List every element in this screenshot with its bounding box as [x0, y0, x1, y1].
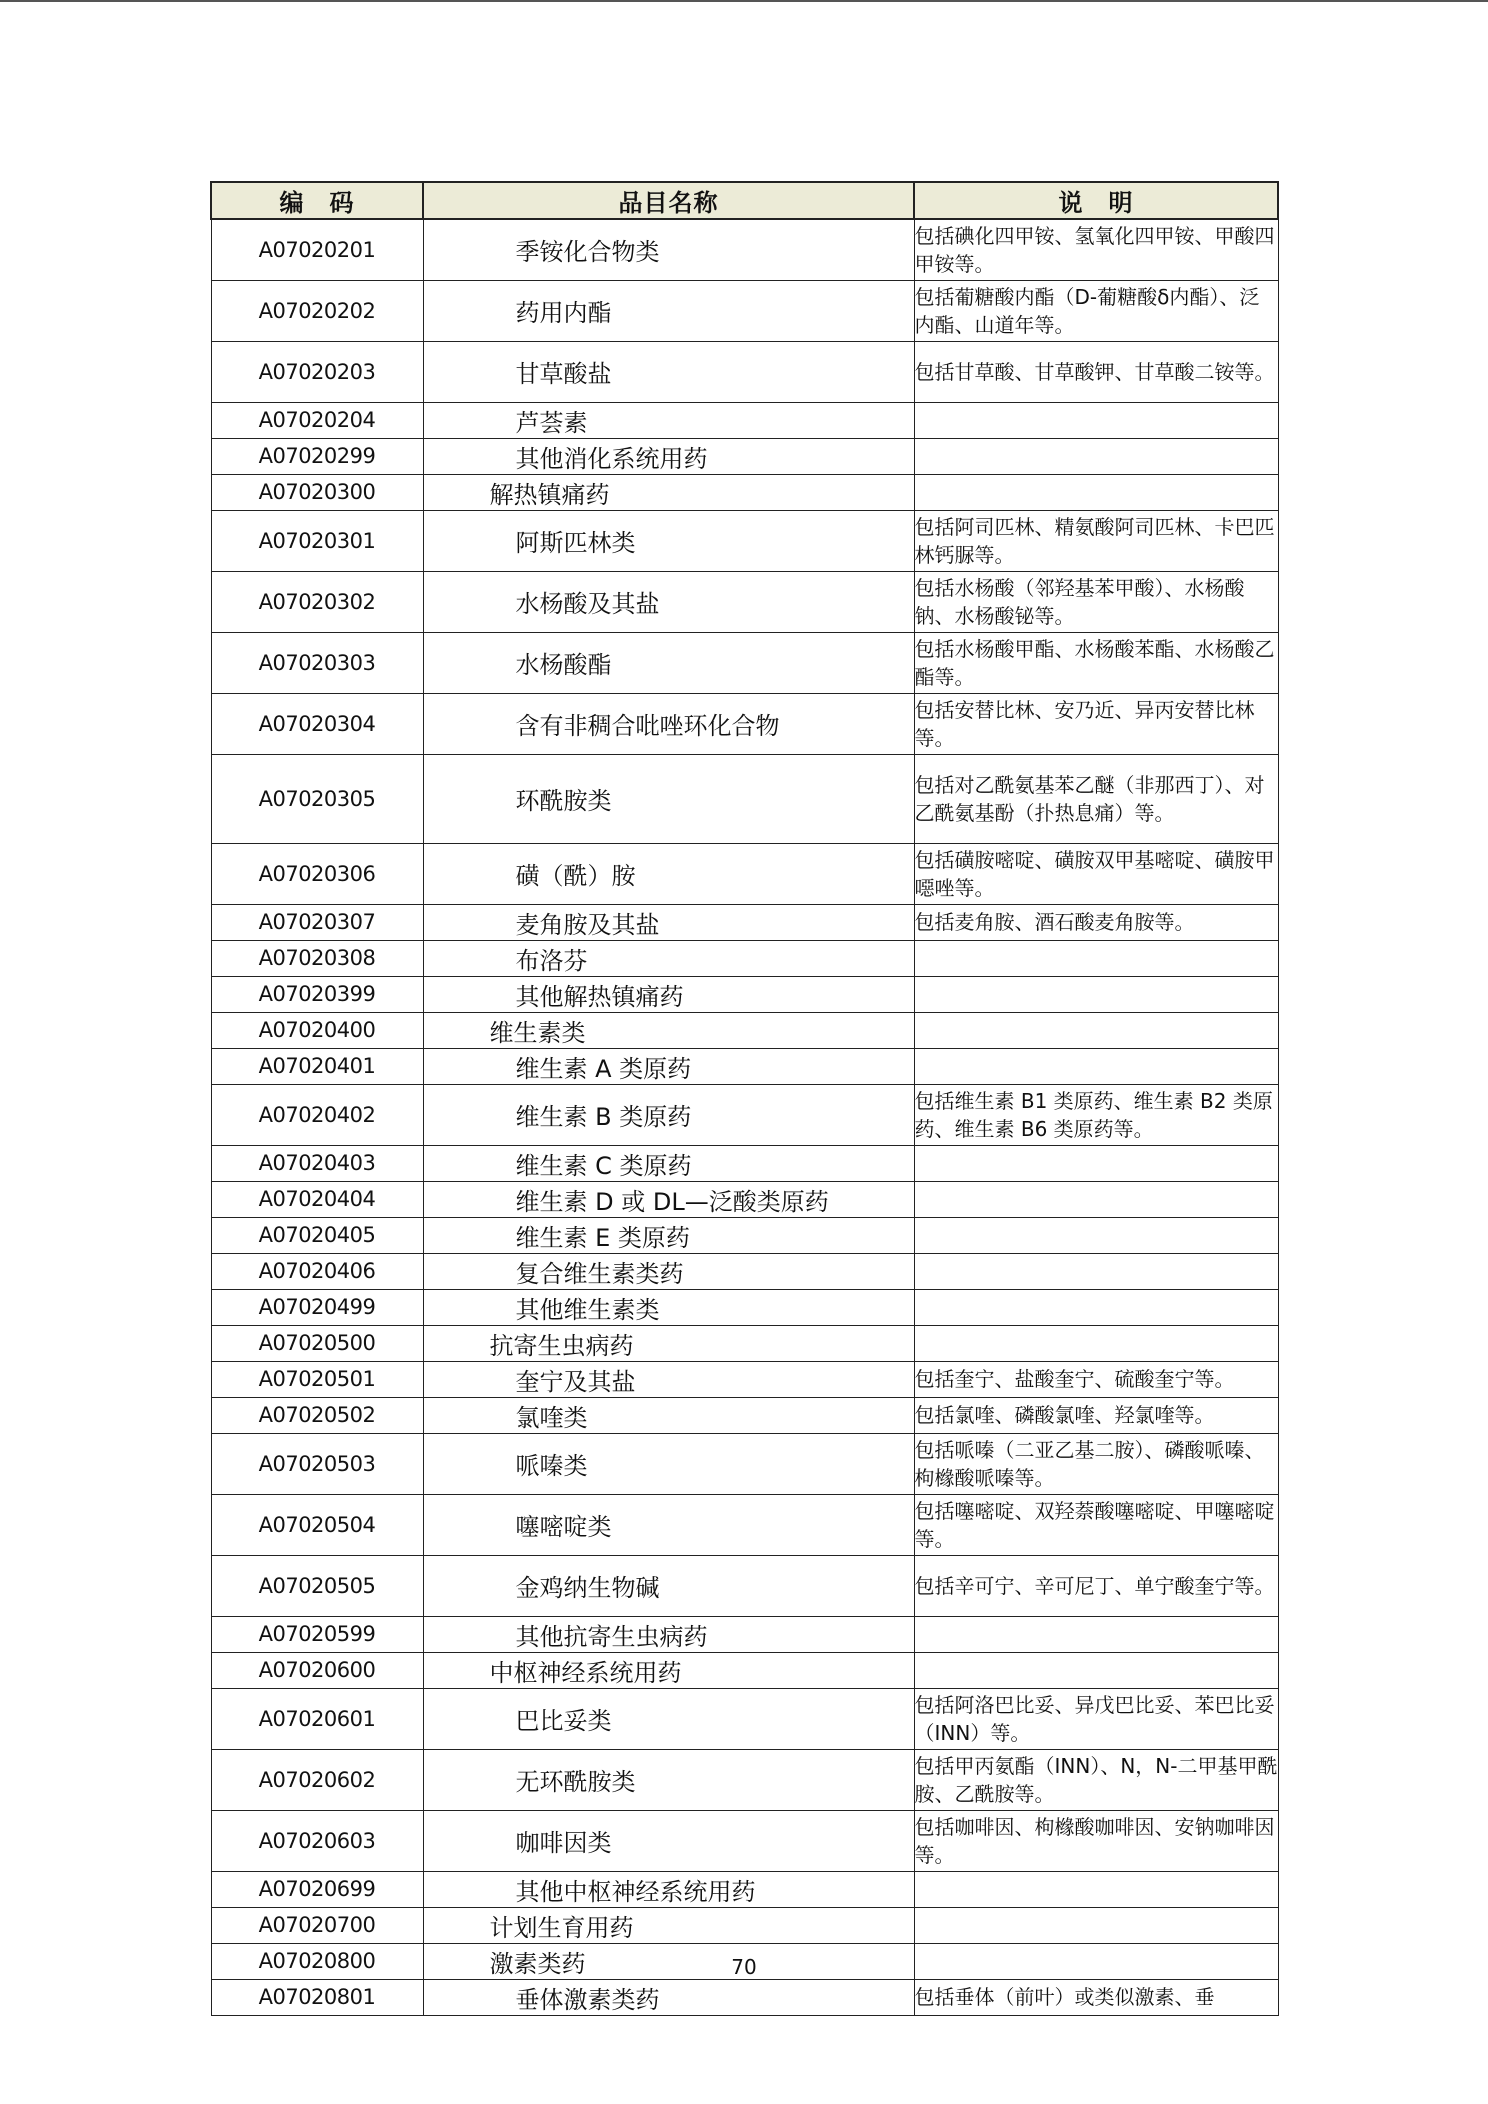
row-item-name: 维生素 D 或 DL—泛酸类原药 — [423, 1181, 914, 1217]
row-code: A07020406 — [211, 1253, 423, 1289]
row-code: A07020400 — [211, 1012, 423, 1048]
row-item-name: 巴比妥类 — [423, 1688, 914, 1749]
header-code: 编 码 — [211, 182, 423, 219]
row-code: A07020308 — [211, 940, 423, 976]
row-description: 包括辛可宁、辛可尼丁、单宁酸奎宁等。 — [914, 1555, 1278, 1616]
row-item-name: 维生素类 — [423, 1012, 914, 1048]
table-row — [211, 1494, 1278, 1555]
row-item-name: 复合维生素类药 — [423, 1253, 914, 1289]
table-row — [211, 1979, 1278, 2015]
catalog-table — [210, 181, 1279, 2016]
row-item-name: 解热镇痛药 — [423, 474, 914, 510]
row-code: A07020305 — [211, 754, 423, 843]
row-description: 包括咖啡因、枸橼酸咖啡因、安钠咖啡因等。 — [914, 1810, 1278, 1871]
row-description — [914, 1871, 1278, 1907]
row-item-name: 抗寄生虫病药 — [423, 1325, 914, 1361]
table-row — [211, 571, 1278, 632]
row-item-name: 维生素 B 类原药 — [423, 1084, 914, 1145]
row-code: A07020307 — [211, 904, 423, 940]
table-row — [211, 1397, 1278, 1433]
row-code: A07020301 — [211, 510, 423, 571]
row-description: 包括水杨酸甲酯、水杨酸苯酯、水杨酸乙酯等。 — [914, 632, 1278, 693]
row-item-name: 计划生育用药 — [423, 1907, 914, 1943]
row-item-name: 噻嘧啶类 — [423, 1494, 914, 1555]
row-item-name: 维生素 A 类原药 — [423, 1048, 914, 1084]
row-item-name: 奎宁及其盐 — [423, 1361, 914, 1397]
row-description — [914, 976, 1278, 1012]
row-item-name: 芦荟素 — [423, 402, 914, 438]
row-item-name: 其他维生素类 — [423, 1289, 914, 1325]
row-description — [914, 1616, 1278, 1652]
row-description: 包括碘化四甲铵、氢氧化四甲铵、甲酸四甲铵等。 — [914, 219, 1278, 280]
row-description: 包括奎宁、盐酸奎宁、硫酸奎宁等。 — [914, 1361, 1278, 1397]
row-description — [914, 940, 1278, 976]
row-description — [914, 1253, 1278, 1289]
table-row — [211, 219, 1278, 280]
row-code: A07020602 — [211, 1749, 423, 1810]
row-code: A07020801 — [211, 1979, 423, 2015]
row-item-name: 哌嗪类 — [423, 1433, 914, 1494]
row-code: A07020800 — [211, 1943, 423, 1979]
row-item-name: 甘草酸盐 — [423, 341, 914, 402]
row-code: A07020700 — [211, 1907, 423, 1943]
row-description: 包括对乙酰氨基苯乙醚（非那西丁）、对乙酰氨基酚（扑热息痛）等。 — [914, 754, 1278, 843]
row-code: A07020500 — [211, 1325, 423, 1361]
table-row — [211, 1253, 1278, 1289]
header-item-name: 品目名称 — [423, 182, 914, 219]
row-item-name: 无环酰胺类 — [423, 1749, 914, 1810]
header-description: 说 明 — [914, 182, 1278, 219]
row-item-name: 水杨酸酯 — [423, 632, 914, 693]
row-item-name: 其他中枢神经系统用药 — [423, 1871, 914, 1907]
row-code: A07020601 — [211, 1688, 423, 1749]
table-row — [211, 843, 1278, 904]
row-code: A07020499 — [211, 1289, 423, 1325]
table-row — [211, 1289, 1278, 1325]
table-row — [211, 1361, 1278, 1397]
row-code: A07020501 — [211, 1361, 423, 1397]
row-description — [914, 402, 1278, 438]
table-row — [211, 632, 1278, 693]
row-item-name: 咖啡因类 — [423, 1810, 914, 1871]
row-description: 包括甲丙氨酯（INN）、N，N-二甲基甲酰胺、乙酰胺等。 — [914, 1749, 1278, 1810]
row-item-name: 布洛芬 — [423, 940, 914, 976]
row-item-name: 氯喹类 — [423, 1397, 914, 1433]
row-code: A07020399 — [211, 976, 423, 1012]
row-code: A07020502 — [211, 1397, 423, 1433]
row-item-name: 阿斯匹林类 — [423, 510, 914, 571]
row-item-name: 季铵化合物类 — [423, 219, 914, 280]
row-description: 包括维生素 B1 类原药、维生素 B2 类原药、维生素 B6 类原药等。 — [914, 1084, 1278, 1145]
row-code: A07020404 — [211, 1181, 423, 1217]
row-item-name: 麦角胺及其盐 — [423, 904, 914, 940]
row-code: A07020402 — [211, 1084, 423, 1145]
row-item-name: 磺（酰）胺 — [423, 843, 914, 904]
row-item-name: 垂体激素类药 — [423, 1979, 914, 2015]
table-row — [211, 754, 1278, 843]
row-description — [914, 1325, 1278, 1361]
row-code: A07020504 — [211, 1494, 423, 1555]
row-code: A07020603 — [211, 1810, 423, 1871]
table-row — [211, 1325, 1278, 1361]
table-row — [211, 1433, 1278, 1494]
row-description: 包括哌嗪（二亚乙基二胺）、磷酸哌嗪、枸橼酸哌嗪等。 — [914, 1433, 1278, 1494]
row-description — [914, 474, 1278, 510]
table-row — [211, 1749, 1278, 1810]
table-row — [211, 1810, 1278, 1871]
row-item-name: 药用内酯 — [423, 280, 914, 341]
row-item-name: 中枢神经系统用药 — [423, 1652, 914, 1688]
row-description — [914, 1048, 1278, 1084]
table-row — [211, 1688, 1278, 1749]
row-item-name: 其他消化系统用药 — [423, 438, 914, 474]
table-row — [211, 1217, 1278, 1253]
table-row — [211, 1555, 1278, 1616]
row-item-name: 含有非稠合吡唑环化合物 — [423, 693, 914, 754]
row-description — [914, 1652, 1278, 1688]
row-description: 包括阿司匹林、精氨酸阿司匹林、卡巴匹林钙脲等。 — [914, 510, 1278, 571]
row-code: A07020503 — [211, 1433, 423, 1494]
row-item-name: 激素类药 — [423, 1943, 914, 1979]
row-item-name: 环酰胺类 — [423, 754, 914, 843]
row-code: A07020202 — [211, 280, 423, 341]
row-description: 包括麦角胺、酒石酸麦角胺等。 — [914, 904, 1278, 940]
row-description: 包括水杨酸（邻羟基苯甲酸）、水杨酸钠、水杨酸铋等。 — [914, 571, 1278, 632]
row-code: A07020303 — [211, 632, 423, 693]
row-item-name: 其他解热镇痛药 — [423, 976, 914, 1012]
row-code: A07020505 — [211, 1555, 423, 1616]
row-description: 包括磺胺嘧啶、磺胺双甲基嘧啶、磺胺甲噁唑等。 — [914, 843, 1278, 904]
table-row — [211, 940, 1278, 976]
row-code: A07020304 — [211, 693, 423, 754]
row-description — [914, 1012, 1278, 1048]
table-body — [211, 219, 1278, 2015]
table-row — [211, 1012, 1278, 1048]
table-row — [211, 1616, 1278, 1652]
row-code: A07020403 — [211, 1145, 423, 1181]
table-row — [211, 1084, 1278, 1145]
row-code: A07020302 — [211, 571, 423, 632]
row-code: A07020599 — [211, 1616, 423, 1652]
table-row — [211, 1145, 1278, 1181]
table-row — [211, 976, 1278, 1012]
table-row — [211, 402, 1278, 438]
row-code: A07020699 — [211, 1871, 423, 1907]
row-description: 包括葡糖酸内酯（D-葡糖酸δ内酯）、泛内酯、山道年等。 — [914, 280, 1278, 341]
row-code: A07020405 — [211, 1217, 423, 1253]
row-code: A07020204 — [211, 402, 423, 438]
row-description: 包括噻嘧啶、双羟萘酸噻嘧啶、甲噻嘧啶等。 — [914, 1494, 1278, 1555]
row-code: A07020300 — [211, 474, 423, 510]
row-description — [914, 1145, 1278, 1181]
row-description — [914, 1217, 1278, 1253]
row-code: A07020201 — [211, 219, 423, 280]
table-row — [211, 693, 1278, 754]
page-top-border — [0, 0, 1488, 2]
row-item-name: 其他抗寄生虫病药 — [423, 1616, 914, 1652]
page-number: 70 — [731, 1955, 757, 1979]
row-code: A07020401 — [211, 1048, 423, 1084]
row-item-name: 维生素 C 类原药 — [423, 1145, 914, 1181]
row-description — [914, 1907, 1278, 1943]
row-item-name: 金鸡纳生物碱 — [423, 1555, 914, 1616]
row-description: 包括氯喹、磷酸氯喹、羟氯喹等。 — [914, 1397, 1278, 1433]
table-row — [211, 1181, 1278, 1217]
table-row — [211, 1871, 1278, 1907]
table-row — [211, 474, 1278, 510]
table-row — [211, 438, 1278, 474]
table-row — [211, 280, 1278, 341]
row-description: 包括垂体（前叶）或类似激素、垂 — [914, 1979, 1278, 2015]
table-row — [211, 510, 1278, 571]
row-description — [914, 438, 1278, 474]
table-header-row — [211, 182, 1278, 219]
row-description: 包括甘草酸、甘草酸钾、甘草酸二铵等。 — [914, 341, 1278, 402]
row-description — [914, 1181, 1278, 1217]
row-description: 包括安替比林、安乃近、异丙安替比林等。 — [914, 693, 1278, 754]
row-description — [914, 1289, 1278, 1325]
row-description: 包括阿洛巴比妥、异戊巴比妥、苯巴比妥（INN）等。 — [914, 1688, 1278, 1749]
row-code: A07020306 — [211, 843, 423, 904]
row-code: A07020600 — [211, 1652, 423, 1688]
table-row — [211, 341, 1278, 402]
row-code: A07020299 — [211, 438, 423, 474]
row-code: A07020203 — [211, 341, 423, 402]
table-row — [211, 904, 1278, 940]
row-item-name: 维生素 E 类原药 — [423, 1217, 914, 1253]
row-item-name: 水杨酸及其盐 — [423, 571, 914, 632]
table-row — [211, 1652, 1278, 1688]
table-row — [211, 1907, 1278, 1943]
table-row — [211, 1048, 1278, 1084]
